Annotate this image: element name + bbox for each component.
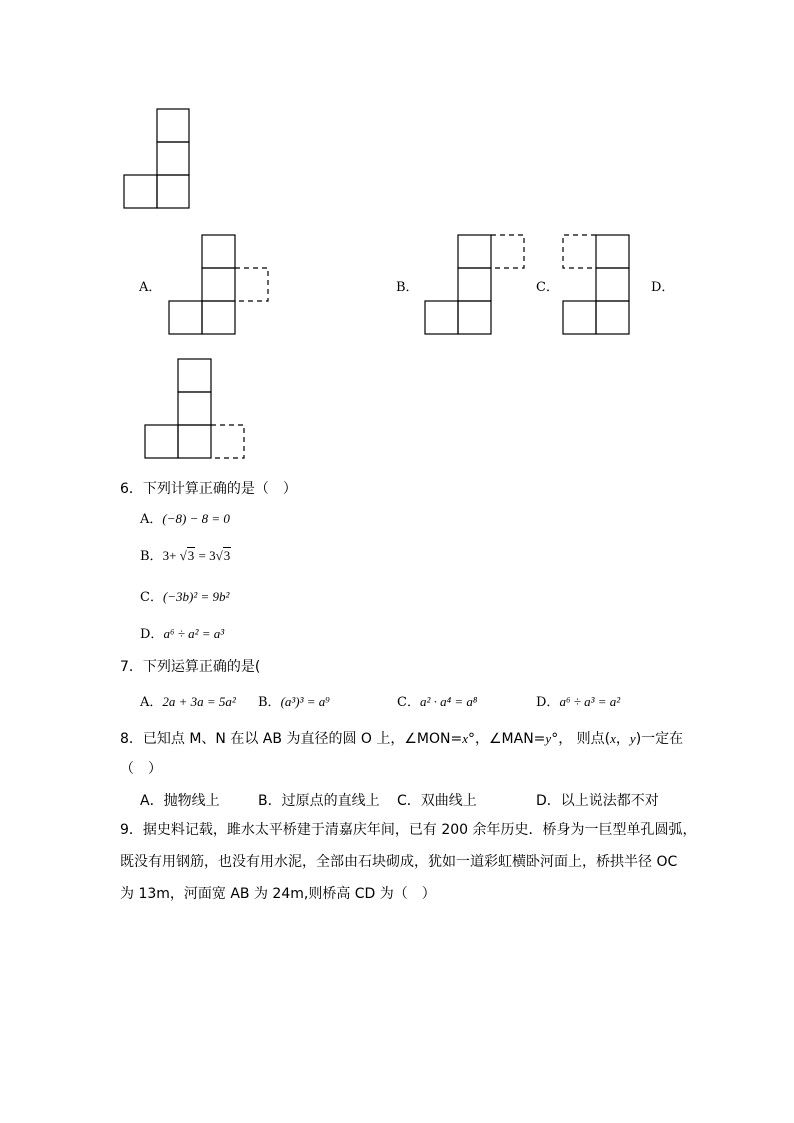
q8-deg1: °，∠MAN= [468,731,546,747]
q8-a-text: 抛物线上 [163,793,220,809]
q8-deg2: °， 则点( [551,731,611,747]
option-label: A． [140,793,164,809]
sqrt-symbol: √ [215,548,223,563]
sqrt-symbol: √ [179,548,187,563]
question-9-line-1: 9．据史料记载，雎水太平桥建于清嘉庆年间，已有 200 余年历史．桥身为一巨型单孔圆弧， [120,822,697,838]
q6-b-radicand-2: 3 [223,548,231,563]
option-label: A． [140,512,163,527]
q6-option-a[interactable] [140,508,230,527]
question-7-stem: 7．下列运算正确的是( [120,659,261,675]
q7-option-a[interactable] [140,691,236,710]
q6-c-expression: (−3b)² = 9b² [162,589,230,604]
original-shape-figure [120,106,192,211]
figure-option-b[interactable] [422,232,530,337]
q6-option-b[interactable] [140,545,231,564]
question-8-answer-paren: （ ） [120,761,162,777]
option-label: B． [258,695,281,710]
question-8-stem [120,728,683,748]
option-label: D． [536,695,560,710]
question-6-stem: 6．下列计算正确的是（ ） [120,481,297,497]
option-label: A． [140,695,163,710]
q6-b-radicand-1: 3 [187,548,195,563]
q8-b-text: 过原点的直线上 [281,793,380,809]
q8-var-y: y [545,731,552,746]
q6-b-expression-part2: = 3 [195,548,216,563]
q8-d-text: 以上说法都不对 [560,793,659,809]
q6-b-expression-part1: 3+ [162,548,180,563]
q6-option-c[interactable] [140,586,229,605]
option-label: C． [397,793,421,809]
q8-option-d[interactable] [536,790,659,810]
option-label: B． [140,549,163,564]
q7-d-expression: a⁶ ÷ a³ = a² [559,694,621,709]
q8-option-c[interactable] [397,790,477,810]
figure-option-d[interactable] [142,356,250,461]
q8-option-b[interactable] [258,790,380,810]
q7-option-c[interactable] [397,691,477,710]
option-label: D． [536,793,561,809]
q8-point-x: x [610,731,616,746]
figure-option-b-label: B． [396,280,419,295]
q8-comma: ， [615,731,630,747]
q8-var-x: x [462,731,468,746]
q6-d-expression: a⁶ ÷ a² = a³ [163,626,225,641]
figure-option-c[interactable] [560,232,636,337]
q8-stem-part2: )一定在 [635,731,684,747]
question-9-line-2: 既没有用钢筋，也没有用水泥，全部由石块砌成，犹如一道彩虹横卧河面上，桥拱半径 OC [120,854,678,870]
q8-point-y: y [629,731,636,746]
q7-b-expression: (a³)³ = a⁹ [280,694,330,709]
option-label: D． [140,627,164,642]
figure-option-d-label: D． [651,280,675,295]
q6-option-d[interactable] [140,623,224,642]
q7-c-expression: a² · a⁴ = a⁸ [419,694,478,709]
q8-option-a[interactable] [140,790,220,810]
option-label: C． [397,695,420,710]
q7-option-d[interactable] [536,691,620,710]
figure-option-c-label: C． [536,280,559,295]
option-label: B． [258,793,282,809]
question-9-line-3: 为 13m，河面宽 AB 为 24m,则桥高 CD 为（ ） [120,886,436,902]
q6-a-expression: (−8) − 8 = 0 [162,511,230,526]
q7-option-b[interactable] [258,691,330,710]
figure-option-a-label: A． [139,280,162,295]
q8-stem-part1: 8．已知点 M、N 在以 AB 为直径的圆 O 上，∠MON= [120,731,463,747]
q7-a-expression: 2a + 3a = 5a² [162,694,236,709]
q8-c-text: 双曲线上 [420,793,477,809]
figure-option-a[interactable] [166,232,274,337]
option-label: C． [140,590,163,605]
